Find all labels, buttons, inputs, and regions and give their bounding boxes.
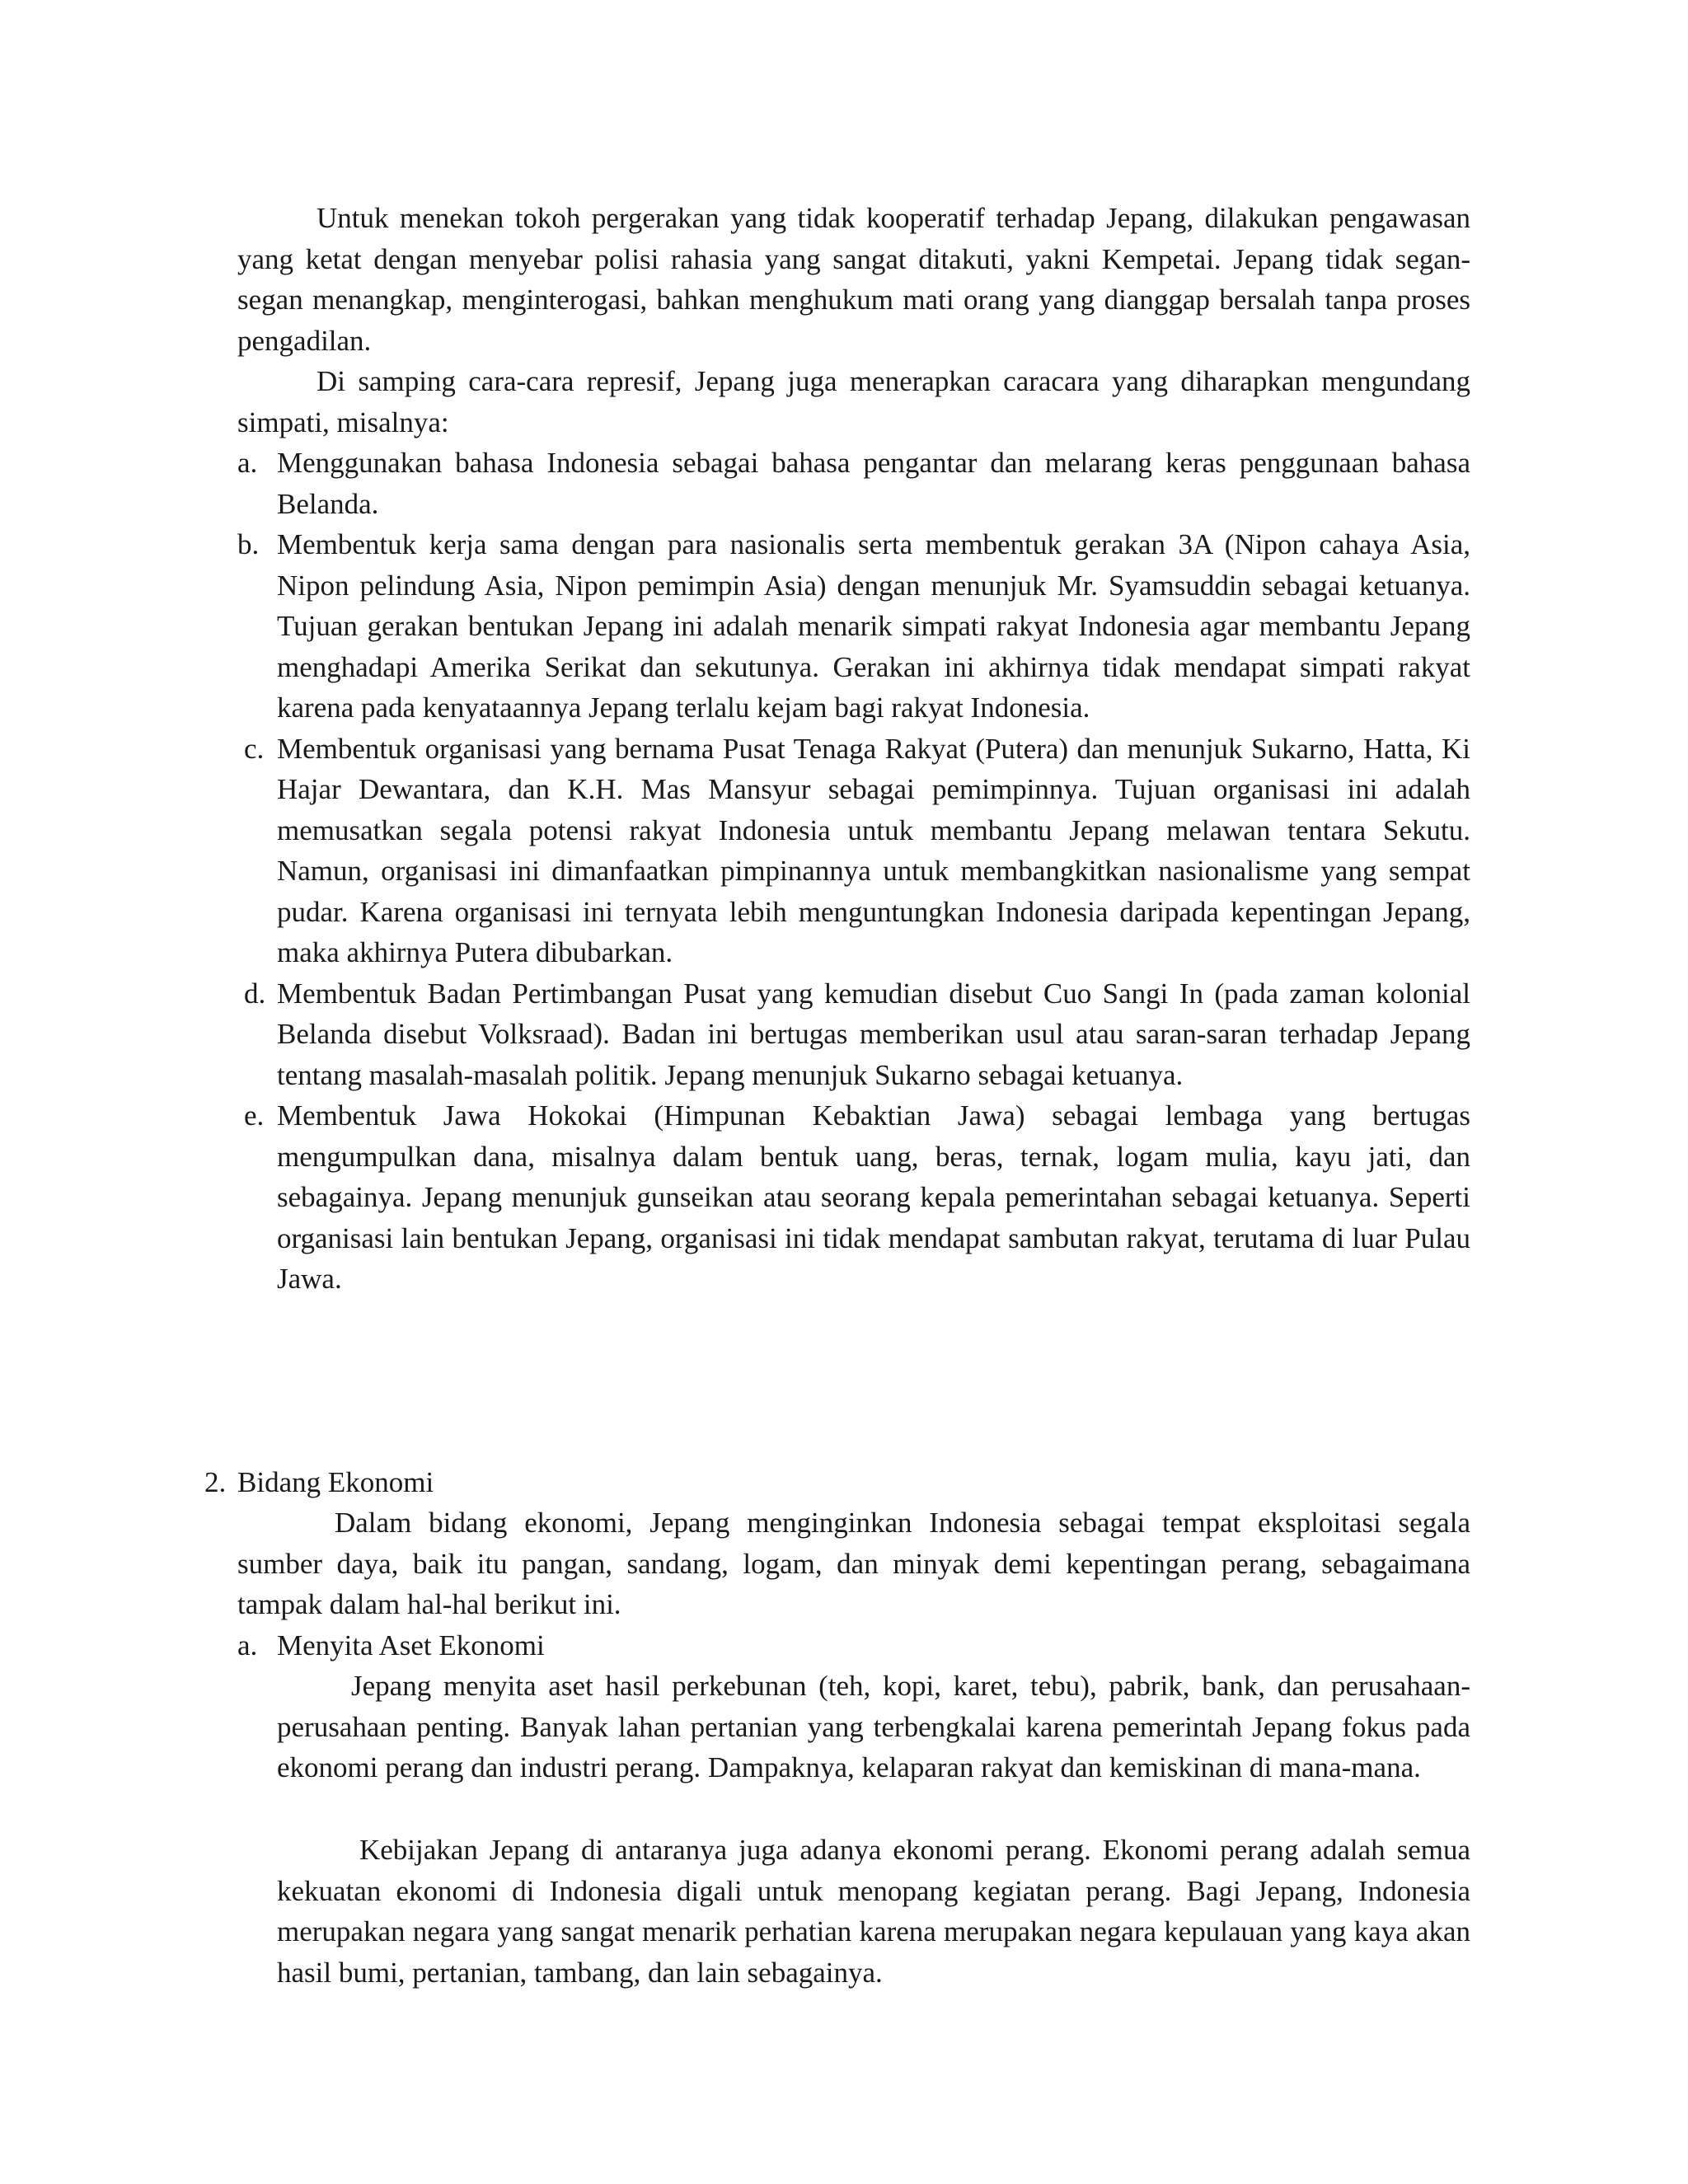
subsection-heading	[237, 1625, 1470, 1666]
list-item	[237, 973, 1470, 1096]
section-number: 2.	[204, 1466, 227, 1498]
subsection-paragraph-2: Kebijakan Jepang di antaranya juga adanya ekonomi perang. Ekonomi perang adalah semua kekuatan ekonomi di Indonesia digali untuk menopang kegiatan perang. Bagi Jepang, Indonesia merupakan negara yang sangat menarik perhatian karena merupakan negara kepulauan yang kaya akan hasil bumi, pertanian, tambang, dan lain sebagainya.	[277, 1834, 1470, 1989]
policy-list	[237, 443, 1470, 1300]
list-marker: c.	[244, 732, 265, 765]
section-intro-paragraph: Dalam bidang ekonomi, Jepang menginginkan Indonesia sebagai tempat eksploitasi segala sumber daya, baik itu pangan, sandang, logam, dan minyak demi kepentingan perang, sebagaimana tampak dalam hal-hal berikut ini.	[237, 1507, 1470, 1620]
list-marker: b.	[237, 528, 260, 560]
list-item	[237, 524, 1470, 729]
section-heading	[204, 1462, 1470, 1503]
list-item-text: Menggunakan bahasa Indonesia sebagai bahasa pengantar dan melarang keras penggunaan bahasa Belanda.	[277, 447, 1470, 520]
paragraph-kempetai: Untuk menekan tokoh pergerakan yang tidak kooperatif terhadap Jepang, dilakukan pengawasan yang ketat dengan menyebar polisi rahasia yang sangat ditakuti, yakni Kempetai. Jepang tidak segan-segan menangkap, menginterogasi, bahkan menghukum mati orang yang dianggap bersalah tanpa proses pengadilan.	[237, 202, 1470, 357]
list-item-text: Membentuk kerja sama dengan para nasionalis serta membentuk gerakan 3A (Nipon cahaya Asia, Nipon pelindung Asia, Nipon pemimpin Asia) dengan menunjuk Mr. Syamsuddin sebagai ketuanya. Tujuan gerakan bentukan Jepang ini adalah menarik simpati rakyat Indonesia agar membantu Jepang menghadapi Amerika Serikat dan sekutunya. Gerakan ini akhirnya tidak mendapat simpati rakyat karena pada kenyataannya Jepang terlalu kejam bagi rakyat Indonesia.	[277, 528, 1470, 724]
paragraph-simpati: Di samping cara-cara represif, Jepang juga menerapkan caracara yang diharapkan mengundang simpati, misalnya:	[237, 365, 1470, 438]
list-marker: e.	[244, 1099, 265, 1132]
list-marker: a.	[237, 447, 258, 479]
list-item-text: Membentuk Badan Pertimbangan Pusat yang kemudian disebut Cuo Sangi In (pada zaman kolonial Belanda disebut Volksraad). Badan ini bertugas memberikan usul atau saran-saran terhadap Jepang tentang masalah-masalah politik. Jepang menunjuk Sukarno sebagai ketuanya.	[277, 977, 1470, 1091]
subsection-paragraph-1: Jepang menyita aset hasil perkebunan (teh, kopi, karet, tebu), pabrik, bank, dan perusahaan-perusahaan penting. Banyak lahan pertanian yang terbengkalai karena pemerintah Jepang fokus pada ekonomi perang dan industri perang. Dampaknya, kelaparan rakyat dan kemiskinan di mana-mana.	[277, 1670, 1470, 1783]
list-item-text: Membentuk organisasi yang bernama Pusat Tenaga Rakyat (Putera) dan menunjuk Sukarno, Hatta, Ki Hajar Dewantara, dan K.H. Mas Mansyur sebagai pemimpinnya. Tujuan organisasi ini adalah memusatkan segala potensi rakyat Indonesia untuk membantu Jepang melawan tentara Sekutu. Namun, organisasi ini dimanfaatkan pimpinannya untuk membangkitkan nasionalisme yang sempat pudar. Karena organisasi ini ternyata lebih menguntungkan Indonesia daripada kepentingan Jepang, maka akhirnya Putera dibubarkan.	[277, 732, 1470, 968]
list-item-text: Membentuk Jawa Hokokai (Himpunan Kebaktian Jawa) sebagai lembaga yang bertugas mengumpulkan dana, misalnya dalam bentuk uang, beras, ternak, logam mulia, kayu jati, dan sebagainya. Jepang menunjuk gunseikan atau seorang kepala pemerintahan sebagai ketuanya. Seperti organisasi lain bentukan Jepang, organisasi ini tidak mendapat sambutan rakyat, terutama di luar Pulau Jawa.	[277, 1099, 1470, 1295]
subsection-marker: a.	[237, 1629, 258, 1661]
list-item	[237, 1095, 1470, 1300]
subsection-title: Menyita Aset Ekonomi	[277, 1629, 545, 1661]
section-title: Bidang Ekonomi	[237, 1466, 434, 1498]
list-item	[237, 443, 1470, 524]
list-item	[237, 729, 1470, 973]
list-marker: d.	[244, 977, 266, 1010]
